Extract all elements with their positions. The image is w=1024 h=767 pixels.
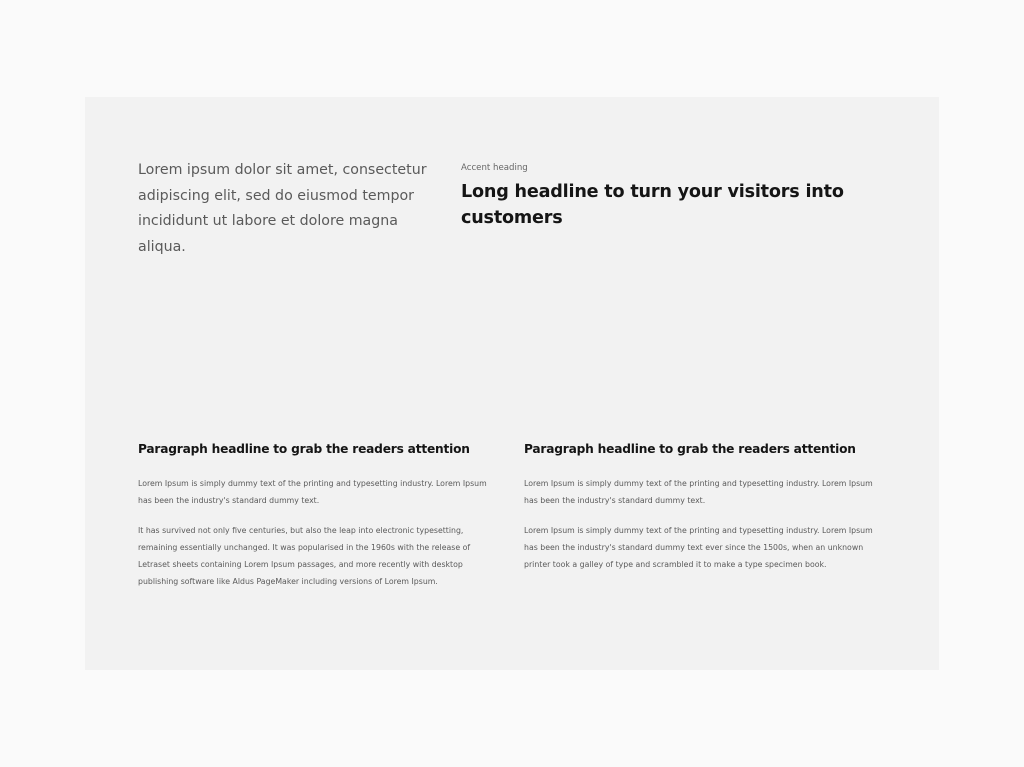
body-paragraph: Lorem Ipsum is simply dummy text of the printing and typesetting industry. Lorem Ipsum has been the industry's standard dummy text. — [524, 479, 873, 505]
body-paragraph: It has survived not only five centuries, but also the leap into electronic typesetting, remaining essentially unchanged. It was popularised in the 1960s with the release of Letraset sheets containing Lorem Ipsum passages, and more recently with desktop publishing software like Aldus PageMaker including versions of Lorem Ipsum. — [138, 526, 471, 586]
body-paragraph: Lorem Ipsum is simply dummy text of the printing and typesetting industry. Lorem Ipsum has been the industry's standard dummy text ever since the 1500s, when an unknown printer took a galley of type and scrambled it to make a type specimen book. — [524, 526, 873, 569]
text-column-left — [138, 439, 498, 590]
body-paragraph: Lorem Ipsum is simply dummy text of the printing and typesetting industry. Lorem Ipsum has been the industry's standard dummy text. — [138, 479, 487, 505]
intro-paragraph: Lorem ipsum dolor sit amet, consectetur adipiscing elit, sed do eiusmod tempor incididunt ut labore et dolore magna aliqua. — [138, 162, 427, 255]
hero-heading-block — [461, 162, 881, 231]
paragraph-headline: Paragraph headline to grab the readers attention — [138, 442, 470, 456]
main-headline: Long headline to turn your visitors into customers — [461, 182, 844, 228]
accent-heading: Accent heading — [461, 163, 528, 173]
text-column-right — [524, 439, 884, 573]
paragraph-headline: Paragraph headline to grab the readers attention — [524, 442, 856, 456]
